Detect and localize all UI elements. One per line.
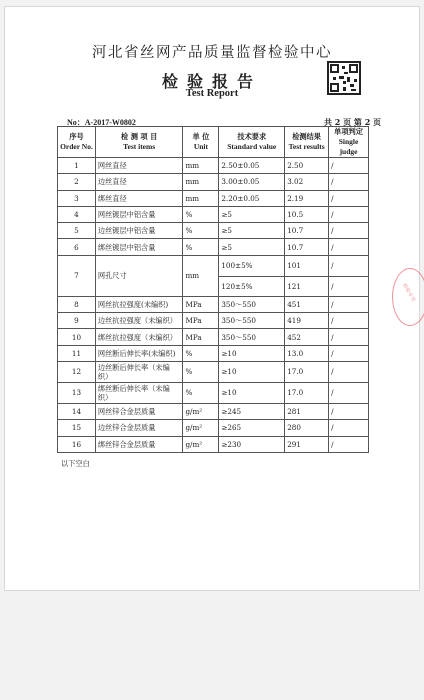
standard-cell: 350～550 bbox=[219, 329, 285, 345]
unit-cell: % bbox=[183, 382, 219, 403]
standard-cell: 350～550 bbox=[219, 313, 285, 329]
official-seal-stamp: 检验专用 bbox=[392, 268, 424, 326]
table-row bbox=[58, 436, 369, 452]
result-cell: 451 bbox=[285, 296, 329, 312]
table-row bbox=[58, 382, 369, 403]
unit-cell: mm bbox=[183, 174, 219, 190]
item-cell: 边丝抗拉强度（未编织） bbox=[95, 313, 183, 329]
judge-cell: / bbox=[329, 190, 369, 206]
item-cell: 边丝直径 bbox=[95, 174, 183, 190]
judge-cell: / bbox=[329, 329, 369, 345]
result-cell: 419 bbox=[285, 313, 329, 329]
standard-cell bbox=[219, 255, 285, 296]
unit-cell: mm bbox=[183, 158, 219, 174]
order-cell: 14 bbox=[58, 403, 96, 419]
unit-cell: % bbox=[183, 345, 219, 361]
standard-cell: ≥265 bbox=[219, 420, 285, 436]
standard-cell: ≥10 bbox=[219, 361, 285, 382]
standard-cell: ≥230 bbox=[219, 436, 285, 452]
standard-cell: ≥5 bbox=[219, 239, 285, 255]
header-judge: 单项判定 Single judge bbox=[329, 127, 369, 158]
item-cell: 网丝断后伸长率(未编织) bbox=[95, 345, 183, 361]
table-row bbox=[58, 158, 369, 174]
unit-cell: g/m² bbox=[183, 436, 219, 452]
order-cell: 15 bbox=[58, 420, 96, 436]
unit-cell: % bbox=[183, 223, 219, 239]
unit-cell: g/m² bbox=[183, 403, 219, 419]
result-cell: 10.5 bbox=[285, 206, 329, 222]
unit-cell: MPa bbox=[183, 329, 219, 345]
order-cell: 2 bbox=[58, 174, 96, 190]
order-cell: 16 bbox=[58, 436, 96, 452]
table-row bbox=[58, 313, 369, 329]
judge-cell: / bbox=[329, 206, 369, 222]
result-cell: 2.19 bbox=[285, 190, 329, 206]
table-header-row bbox=[58, 127, 369, 158]
item-cell: 绑丝抗拉强度（未编织） bbox=[95, 329, 183, 345]
unit-cell: mm bbox=[183, 190, 219, 206]
standard-cell: ≥5 bbox=[219, 223, 285, 239]
standard-cell: ≥245 bbox=[219, 403, 285, 419]
judge-cell: / bbox=[329, 436, 369, 452]
unit-cell: MPa bbox=[183, 313, 219, 329]
judge-cell: / bbox=[329, 296, 369, 312]
unit-cell: mm bbox=[183, 255, 219, 296]
standard-cell: ≥10 bbox=[219, 382, 285, 403]
result-cell-sub: 121 bbox=[285, 276, 328, 296]
item-cell: 绑丝镀层中铝含量 bbox=[95, 239, 183, 255]
judge-cell: / bbox=[329, 403, 369, 419]
judge-cell-sub: / bbox=[329, 276, 368, 296]
organization-name: 河北省丝网产品质量监督检验中心 bbox=[92, 45, 332, 61]
result-cell: 281 bbox=[285, 403, 329, 419]
item-cell: 网丝锌合金层质量 bbox=[95, 403, 183, 419]
standard-cell-sub: 100±5% bbox=[221, 260, 253, 270]
judge-cell-sub: / bbox=[331, 260, 334, 270]
standard-cell: ≥10 bbox=[219, 345, 285, 361]
result-cell: 13.0 bbox=[285, 345, 329, 361]
table-row bbox=[58, 206, 369, 222]
table-row bbox=[58, 239, 369, 255]
order-cell: 3 bbox=[58, 190, 96, 206]
qr-code-icon bbox=[327, 61, 361, 95]
header-unit: 单 位 Unit bbox=[183, 127, 219, 158]
order-cell: 7 bbox=[58, 255, 96, 296]
judge-cell: / bbox=[329, 223, 369, 239]
table-row bbox=[58, 255, 369, 296]
unit-cell: g/m² bbox=[183, 420, 219, 436]
result-cell: 280 bbox=[285, 420, 329, 436]
item-cell: 绑丝断后伸长率（未编织） bbox=[95, 382, 183, 403]
unit-cell: MPa bbox=[183, 296, 219, 312]
table-row bbox=[58, 361, 369, 382]
header-results: 检测结果 Test results bbox=[285, 127, 329, 158]
unit-cell: % bbox=[183, 206, 219, 222]
result-cell: 17.0 bbox=[285, 382, 329, 403]
item-cell: 网丝抗拉强度(未编织) bbox=[95, 296, 183, 312]
table-row bbox=[58, 190, 369, 206]
order-cell: 6 bbox=[58, 239, 96, 255]
judge-cell: / bbox=[329, 174, 369, 190]
result-cell: 10.7 bbox=[285, 223, 329, 239]
item-cell: 网丝镀层中铝含量 bbox=[95, 206, 183, 222]
judge-cell: / bbox=[329, 158, 369, 174]
item-cell: 绑丝直径 bbox=[95, 190, 183, 206]
standard-cell: 2.50±0.05 bbox=[219, 158, 285, 174]
table-row bbox=[58, 296, 369, 312]
item-cell: 边丝锌合金层质量 bbox=[95, 420, 183, 436]
table-row bbox=[58, 345, 369, 361]
item-cell: 边丝镀层中铝含量 bbox=[95, 223, 183, 239]
judge-cell: / bbox=[329, 361, 369, 382]
order-cell: 10 bbox=[58, 329, 96, 345]
order-cell: 4 bbox=[58, 206, 96, 222]
order-cell: 5 bbox=[58, 223, 96, 239]
standard-cell: 2.20±0.05 bbox=[219, 190, 285, 206]
order-cell: 12 bbox=[58, 361, 96, 382]
order-cell: 13 bbox=[58, 382, 96, 403]
order-cell: 9 bbox=[58, 313, 96, 329]
judge-cell: / bbox=[329, 420, 369, 436]
result-cell: 10.7 bbox=[285, 239, 329, 255]
report-sheet bbox=[4, 6, 420, 591]
standard-cell-sub: 120±5% bbox=[219, 276, 284, 296]
item-cell: 网孔尺寸 bbox=[95, 255, 183, 296]
result-cell: 452 bbox=[285, 329, 329, 345]
table-row bbox=[58, 403, 369, 419]
header-standard: 技术要求 Standard value bbox=[219, 127, 285, 158]
order-cell: 11 bbox=[58, 345, 96, 361]
result-cell-sub: 101 bbox=[287, 260, 301, 270]
header-order: 序号 Order No. bbox=[58, 127, 96, 158]
judge-cell: / bbox=[329, 239, 369, 255]
order-cell: 8 bbox=[58, 296, 96, 312]
standard-cell: ≥5 bbox=[219, 206, 285, 222]
standard-cell: 3.00±0.05 bbox=[219, 174, 285, 190]
result-cell bbox=[285, 255, 329, 296]
report-title-cn: 检验报告 bbox=[161, 72, 262, 91]
judge-cell bbox=[329, 255, 369, 296]
unit-cell: % bbox=[183, 361, 219, 382]
report-number: No：A-2017-W0802 bbox=[67, 118, 136, 127]
order-cell: 1 bbox=[58, 158, 96, 174]
unit-cell: % bbox=[183, 239, 219, 255]
report-title-en: Test Report bbox=[185, 88, 239, 99]
result-cell: 17.0 bbox=[285, 361, 329, 382]
header-items: 检 测 项 目 Test items bbox=[95, 127, 183, 158]
page-info: 共 2 页 第 2 页 bbox=[324, 117, 382, 127]
table-row bbox=[58, 420, 369, 436]
table-row bbox=[58, 329, 369, 345]
item-cell: 网丝直径 bbox=[95, 158, 183, 174]
judge-cell: / bbox=[329, 313, 369, 329]
judge-cell: / bbox=[329, 382, 369, 403]
judge-cell: / bbox=[329, 345, 369, 361]
end-note: 以下空白 bbox=[61, 459, 90, 468]
table-row bbox=[58, 174, 369, 190]
test-results-table bbox=[57, 126, 369, 453]
result-cell: 2.50 bbox=[285, 158, 329, 174]
item-cell: 绑丝锌合金层质量 bbox=[95, 436, 183, 452]
result-cell: 291 bbox=[285, 436, 329, 452]
item-cell: 边丝断后伸长率（未编织） bbox=[95, 361, 183, 382]
standard-cell: 350～550 bbox=[219, 296, 285, 312]
table-row bbox=[58, 223, 369, 239]
result-cell: 3.02 bbox=[285, 174, 329, 190]
